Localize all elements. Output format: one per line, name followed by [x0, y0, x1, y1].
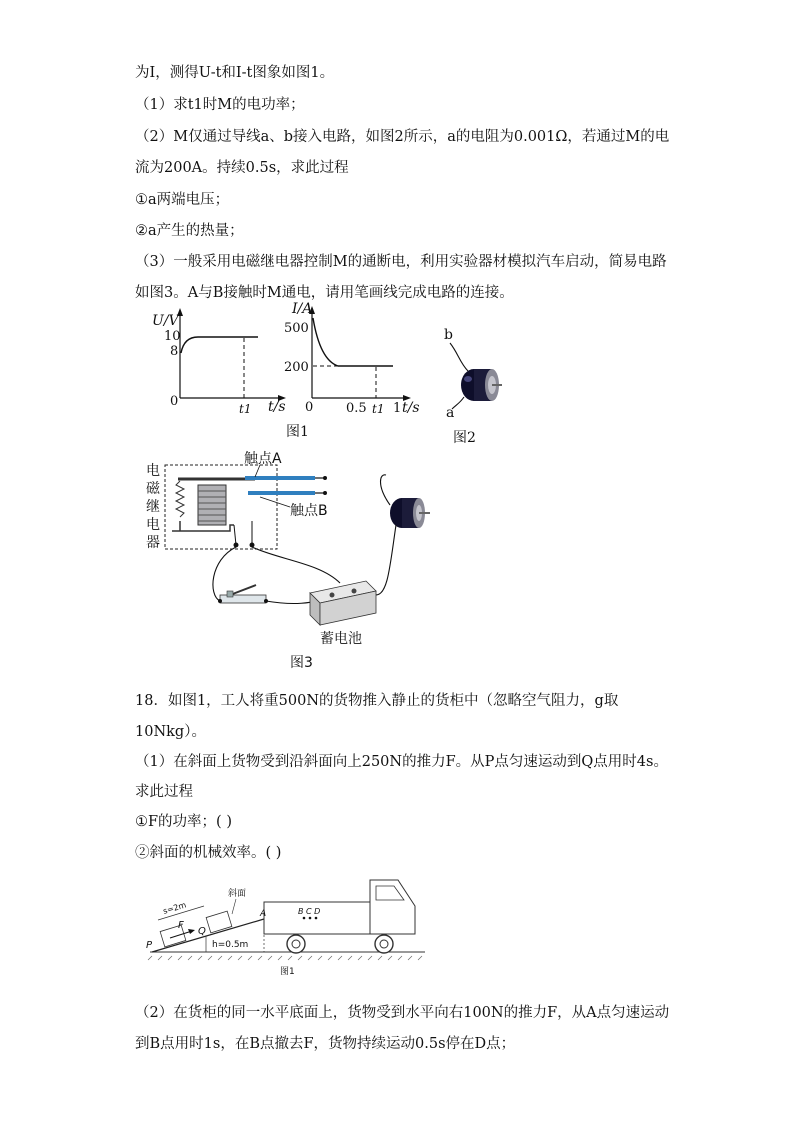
- q18-part2-line2: 到B点用时1s，在B点撤去F，货物持续运动0.5s停在D点；: [135, 1036, 516, 1052]
- it-ytick-200: 200: [284, 360, 309, 375]
- height-label: h=0.5m: [212, 940, 249, 950]
- ut-ylabel: U/V: [152, 313, 179, 329]
- ut-xlabel: t/s: [268, 399, 286, 415]
- truck-figure-caption: 图1: [280, 967, 295, 977]
- ut-origin: 0: [170, 394, 179, 409]
- q17-part2-ii: ②a产生的热量；: [135, 223, 244, 239]
- force-label: F: [178, 920, 184, 931]
- motor-icon: [461, 369, 502, 401]
- it-graph: [280, 298, 430, 423]
- contact-a-label: 触点A: [244, 451, 282, 467]
- q17-part2-line1: （2）M仅通过导线a、b接入电路，如图2所示，a的电阻为0.001Ω，若通过M的电: [135, 129, 670, 145]
- switch-icon: [218, 585, 268, 603]
- q18-part1-line1: （1）在斜面上货物受到沿斜面向上250N的推力F。从P点匀速运动到Q点用时4s。: [135, 754, 668, 770]
- relay-label-1: 电: [146, 463, 160, 479]
- wire-a-label: a: [446, 405, 455, 420]
- ut-ytick-10: 10: [164, 329, 181, 344]
- q18-part2-line1: （2）在货柜的同一水平底面上，货物受到水平向右100N的推力F，从A点匀速运动: [135, 1005, 670, 1021]
- truck-slope-figure: [140, 862, 430, 982]
- relay-label-2: 磁: [146, 481, 160, 497]
- point-q-label: Q: [198, 926, 206, 937]
- fig3-caption: 图3: [290, 655, 313, 671]
- q17-intro: 为I，测得U-t和I-t图象如图1。: [135, 65, 335, 81]
- q17-part2-i: ①a两端电压；: [135, 192, 230, 208]
- battery-label: 蓄电池: [320, 631, 362, 647]
- relay-circuit-figure-3: [140, 445, 460, 675]
- distance-label: s=2m: [161, 900, 188, 916]
- q18-part1-i: ①F的功率；( ): [135, 814, 232, 830]
- fig2-caption: 图2: [453, 430, 476, 446]
- relay-label-4: 电: [146, 517, 160, 533]
- it-xtick-1: 1: [393, 401, 402, 416]
- wire-b-label: b: [444, 327, 453, 343]
- it-xlabel: t/s: [402, 400, 420, 416]
- motor-icon: [390, 498, 430, 528]
- q18-part1-ii: ②斜面的机械效率。( ): [135, 845, 282, 861]
- point-p-label: P: [146, 940, 153, 951]
- motor-figure-2: [440, 325, 520, 420]
- point-a-label: A: [260, 909, 267, 919]
- it-xtick-05: 0.5: [346, 401, 367, 416]
- ut-xtick-t1: t1: [239, 402, 252, 416]
- it-xtick-t1: t1: [372, 402, 385, 416]
- relay-label-5: 器: [146, 535, 160, 551]
- it-ylabel: I/A: [292, 301, 313, 317]
- slope-label: 斜面: [228, 889, 247, 899]
- q17-part3-line1: （3）一般采用电磁继电器控制M的通断电，利用实验器材模拟汽车启动，简易电路: [135, 254, 667, 270]
- fig1-caption: 图1: [286, 424, 309, 440]
- q18-part1-line2: 求此过程: [135, 784, 193, 800]
- contact-b: [248, 491, 315, 495]
- q17-part2-line2: 流为200A。持续0.5s，求此过程: [135, 160, 349, 176]
- q18-line2: 10Nkg）。: [135, 724, 206, 740]
- ut-graph: [140, 305, 300, 425]
- relay-label-3: 继: [146, 499, 160, 515]
- q18-line1: 18．如图1，工人将重500N的货物推入静止的货柜中（忽略空气阻力，g取: [135, 693, 619, 709]
- points-bcd-label: B C D: [298, 907, 321, 916]
- it-ytick-500: 500: [284, 321, 309, 336]
- contact-b-label: 触点B: [290, 503, 328, 519]
- it-origin: 0: [305, 400, 314, 415]
- battery-icon: [310, 581, 376, 625]
- ut-ytick-8: 8: [170, 344, 179, 359]
- q17-part1: （1）求t1时M的电功率；: [135, 97, 305, 113]
- q17-part3-line2: 如图3。A与B接触时M通电，请用笔画线完成电路的连接。: [135, 285, 514, 301]
